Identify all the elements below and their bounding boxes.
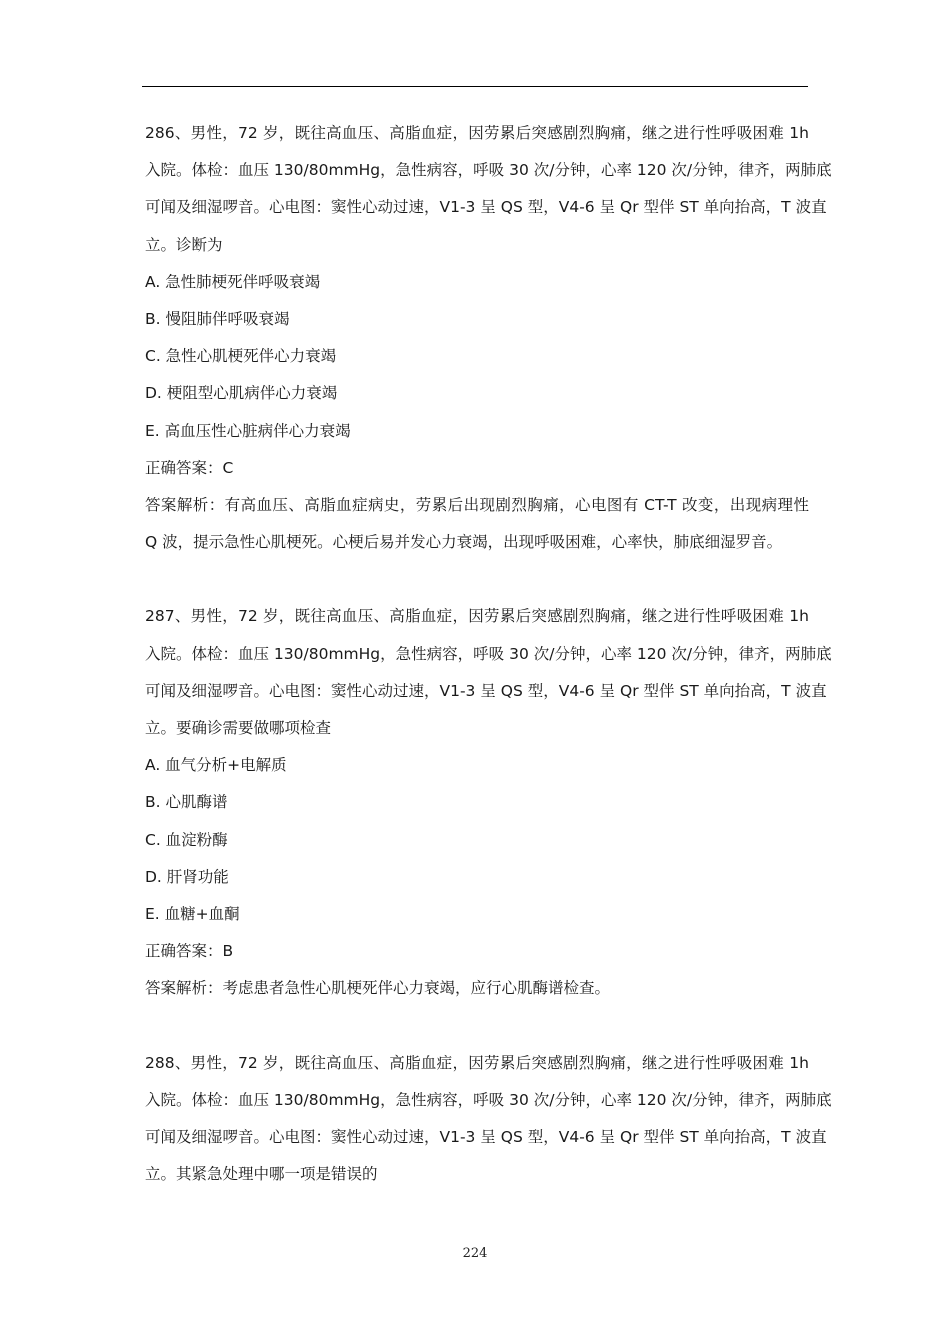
document-body bbox=[145, 115, 832, 1230]
question-stem-line: 入院。体检：血压 130/80mmHg，急性病容，呼吸 30 次/分钟，心率 120 次/分钟，律齐，两肺底 bbox=[145, 161, 832, 180]
question-stem-line: 入院。体检：血压 130/80mmHg，急性病容，呼吸 30 次/分钟，心率 120 次/分钟，律齐，两肺底 bbox=[145, 1090, 832, 1109]
question-stem-line: 立。其紧急处理中哪一项是错误的 bbox=[145, 1165, 378, 1184]
option-d: D. 梗阻型心肌病伴心力衰竭 bbox=[145, 384, 338, 403]
question-287 bbox=[145, 598, 832, 1007]
option-d: D. 肝肾功能 bbox=[145, 867, 229, 886]
page-number: 224 bbox=[462, 1246, 488, 1261]
question-stem-line: 可闻及细湿啰音。心电图：窦性心动过速，V1-3 呈 QS 型，V4-6 呈 Qr 型伴 ST 单向抬高，T 波直 bbox=[145, 1128, 827, 1147]
option-a: A. 血气分析+电解质 bbox=[145, 756, 287, 775]
correct-answer: 正确答案：C bbox=[145, 458, 234, 477]
question-stem-line: 287、男性，72 岁，既往高血压、高脂血症，因劳累后突感剧烈胸痛，继之进行性呼吸困难 1h bbox=[145, 607, 809, 626]
question-stem-line: 入院。体检：血压 130/80mmHg，急性病容，呼吸 30 次/分钟，心率 120 次/分钟，律齐，两肺底 bbox=[145, 644, 832, 663]
option-e: E. 血糖+血酮 bbox=[145, 905, 240, 924]
question-288 bbox=[145, 1045, 832, 1194]
option-c: C. 血淀粉酶 bbox=[145, 830, 228, 849]
option-e: E. 高血压性心脏病伴心力衰竭 bbox=[145, 421, 351, 440]
correct-answer: 正确答案：B bbox=[145, 942, 234, 961]
question-stem-line: 可闻及细湿啰音。心电图：窦性心动过速，V1-3 呈 QS 型，V4-6 呈 Qr 型伴 ST 单向抬高，T 波直 bbox=[145, 198, 827, 217]
answer-analysis-line: Q 波，提示急性心肌梗死。心梗后易并发心力衰竭，出现呼吸困难，心率快，肺底细湿罗音。 bbox=[145, 533, 783, 552]
question-stem-line: 立。诊断为 bbox=[145, 235, 223, 254]
header-rule bbox=[142, 86, 808, 87]
question-stem-line: 可闻及细湿啰音。心电图：窦性心动过速，V1-3 呈 QS 型，V4-6 呈 Qr 型伴 ST 单向抬高，T 波直 bbox=[145, 681, 827, 700]
option-c: C. 急性心肌梗死伴心力衰竭 bbox=[145, 347, 337, 366]
option-b: B. 心肌酶谱 bbox=[145, 793, 228, 812]
question-stem-line: 288、男性，72 岁，既往高血压、高脂血症，因劳累后突感剧烈胸痛，继之进行性呼吸困难 1h bbox=[145, 1053, 809, 1072]
answer-analysis-line: 答案解析：有高血压、高脂血症病史，劳累后出现剧烈胸痛，心电图有 CT-T 改变，出现病理性 bbox=[145, 496, 809, 515]
option-b: B. 慢阻肺伴呼吸衰竭 bbox=[145, 310, 290, 329]
option-a: A. 急性肺梗死伴呼吸衰竭 bbox=[145, 272, 321, 291]
question-stem-line: 286、男性，72 岁，既往高血压、高脂血症，因劳累后突感剧烈胸痛，继之进行性呼吸困难 1h bbox=[145, 124, 809, 142]
question-stem-line: 立。要确诊需要做哪项检查 bbox=[145, 719, 332, 738]
question-286 bbox=[145, 115, 832, 561]
answer-analysis-line: 答案解析：考虑患者急性心肌梗死伴心力衰竭，应行心肌酶谱检查。 bbox=[145, 979, 611, 998]
